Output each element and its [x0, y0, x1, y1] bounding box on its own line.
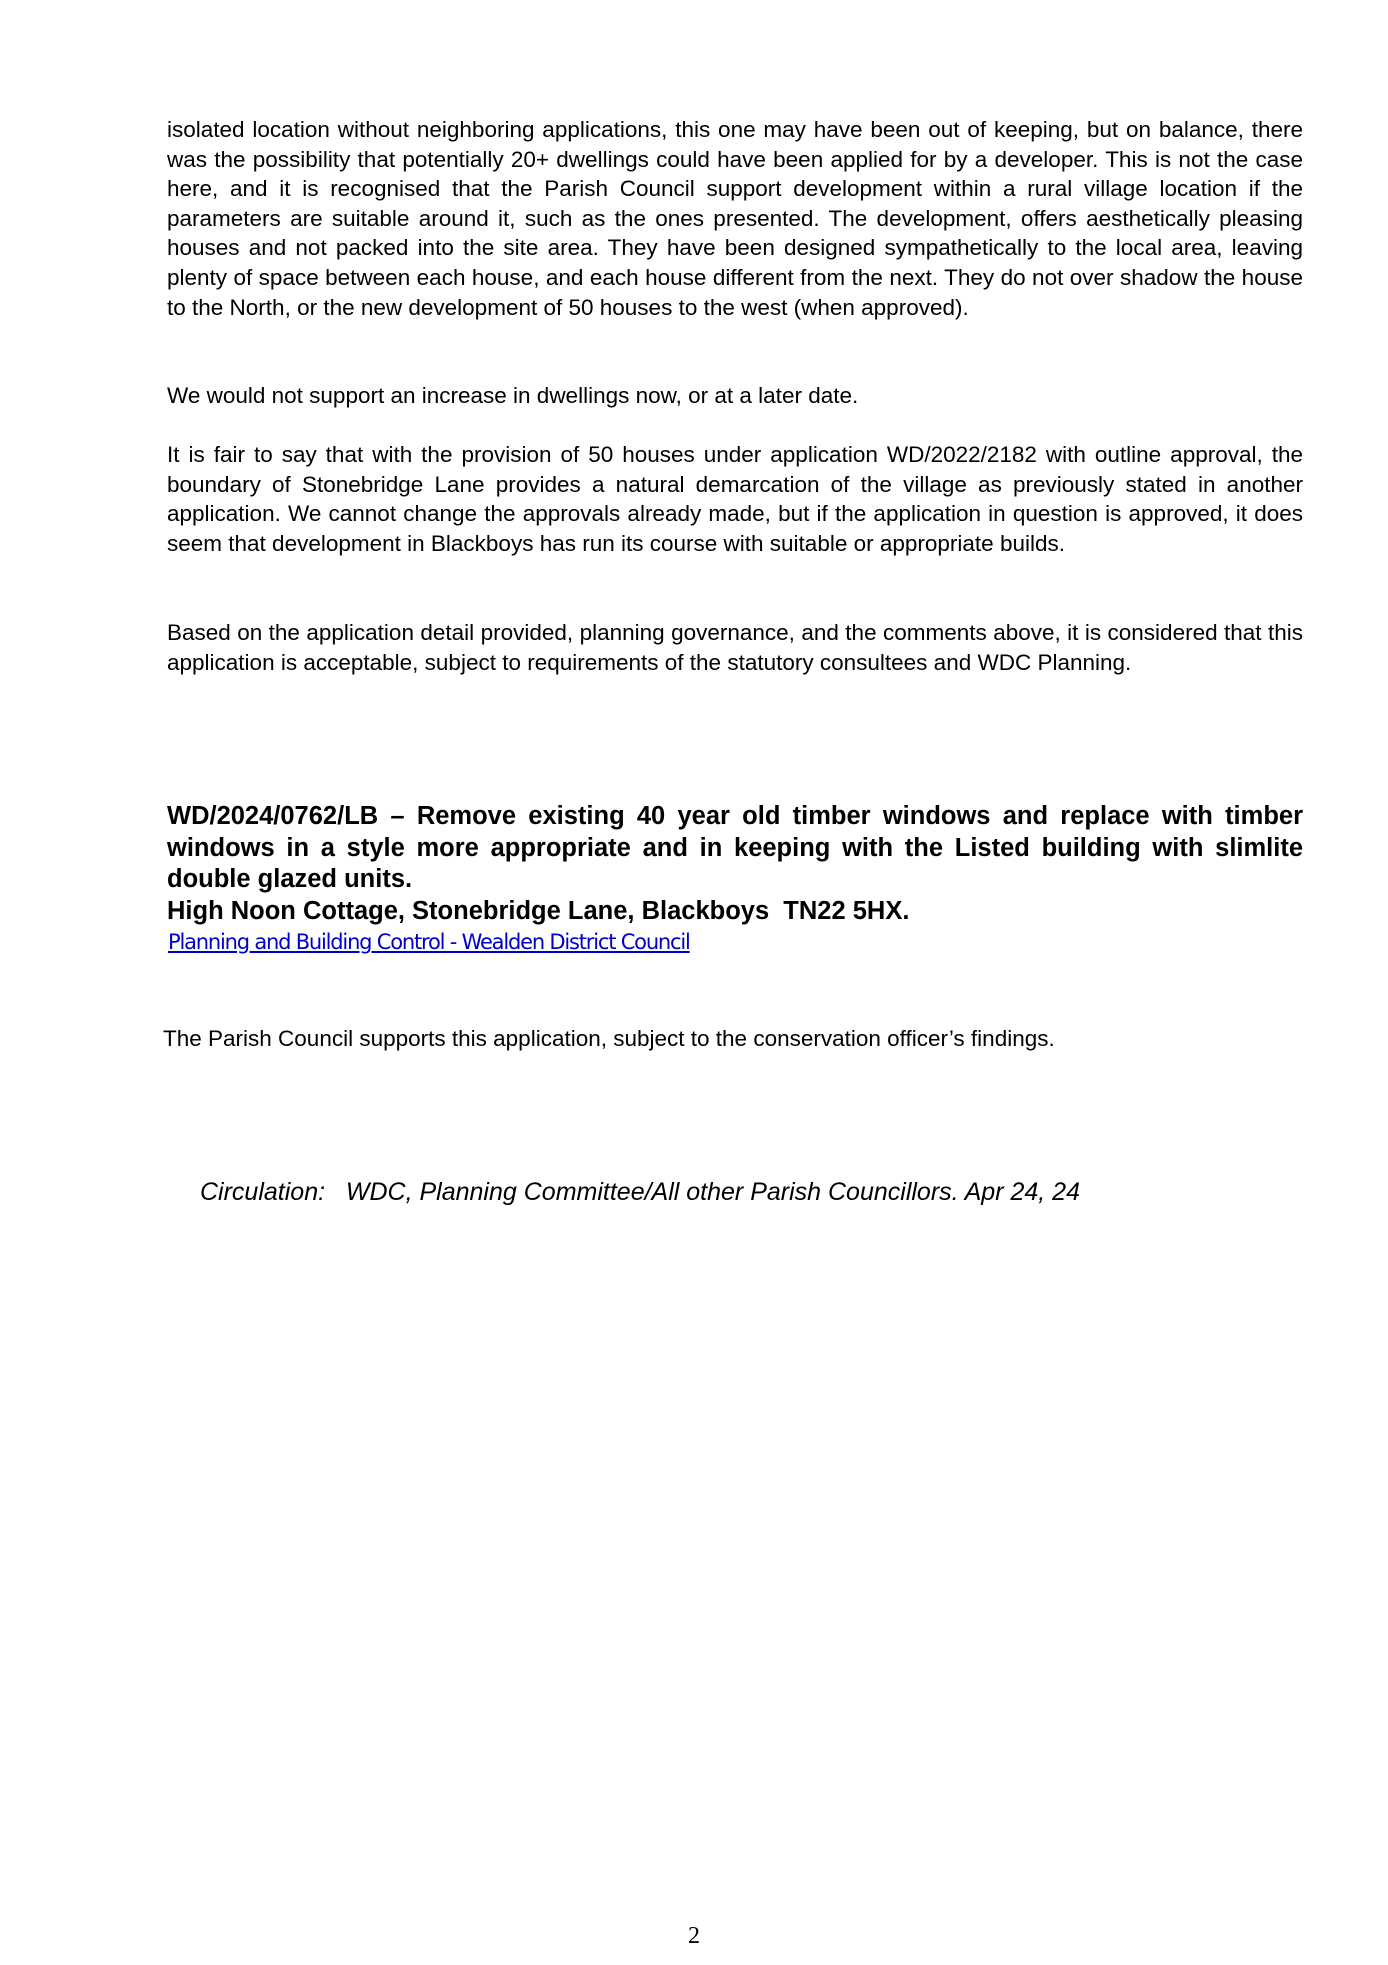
circulation-line: Circulation: WDC, Planning Committee/All other Parish Councillors. Apr 24, 24: [200, 1178, 1080, 1206]
planning-portal-link[interactable]: Planning and Building Control - Wealden District Council: [168, 930, 690, 954]
paragraph-site-assessment: isolated location without neighboring applications, this one may have been out of keeping, but on balance, there was the possibility that potentially 20+ dwellings could have been applied for by a developer. This is not the case here, and it is recognised that the Parish Council support development within a rural village location if the parameters are suitable around it, such as the ones presented. The development, offers aesthetically pleasing houses and not packed into the site area. They have been designed sympathetically to the local area, leaving plenty of space between each house, and each house different from the next. They do not over shadow the house to the North, or the new development of 50 houses to the west (when approved).: [167, 117, 1303, 320]
page-number: 2: [688, 1923, 700, 1949]
parish-council-response: The Parish Council supports this application, subject to the conservation officer’s findings.: [163, 1026, 1055, 1051]
paragraph-no-increase: We would not support an increase in dwellings now, or at a later date.: [167, 383, 859, 408]
application-address: High Noon Cottage, Stonebridge Lane, Blackboys TN22 5HX.: [167, 897, 910, 925]
paragraph-conclusion: Based on the application detail provided, planning governance, and the comments above, it is considered that this application is acceptable, subject to requirements of the statutory consultees and WDC Planning.: [167, 620, 1303, 675]
application-heading: WD/2024/0762/LB – Remove existing 40 year old timber windows and replace with timber windows in a style more appropriate and in keeping with the Listed building with slimlite double glazed units.: [167, 802, 1303, 893]
paragraph-boundary: It is fair to say that with the provision of 50 houses under application WD/2022/2182 with outline approval, the boundary of Stonebridge Lane provides a natural demarcation of the village as previously stated in another application. We cannot change the approvals already made, but if the application in question is approved, it does seem that development in Blackboys has run its course with suitable or appropriate builds.: [167, 442, 1303, 556]
